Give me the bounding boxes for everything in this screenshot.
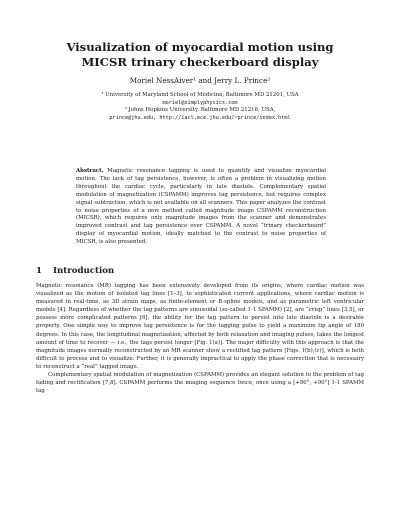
author-list: Moriel NessAiver¹ and Jerry L. Prince² xyxy=(129,76,271,85)
section-heading xyxy=(36,266,114,276)
abstract-text: Magnetic resonance tagging is used to quantify and visualize myocardial motion. The lack of tag persistence, however, is often a problem in visualizing motion throughout the cardiac cycle, particularly in late diastole. Complementary spatial modulation of magnetization (CSPAMM) improves tag persistence, but requires complex signal subtraction, which is not available on all scanners. This paper analyzes the contrast to noise properties of a new method called magnitude image CSPAMM reconstruction (MICSR), which requires only magnitude images from the scanner and demonstrates improved contrast and tag persistence over CSPAMM. A novel “trinary checkerboard” display of myocardial motion, ideally matched to the contrast to noise properties of MICSR, is also presented. xyxy=(76,168,326,246)
title-line-2: MICSR trinary checkerboard display xyxy=(81,55,319,69)
email-2: prince@jhu.edu, http://iacl.ece.jhu.edu/~prince/index.html xyxy=(109,114,291,121)
section-title: Introduction xyxy=(52,266,115,276)
section-number: 1 xyxy=(36,266,42,276)
paragraph-1: Magnetic resonance (MR) tagging has been extensively developed from its origins, where cardiac motion was visualized as the motion of isolated tag lines [1–3], to sophisticated current applications, where cardiac motion is measured in real-time, as 3D strain maps, as finite-element or B-spline models, and as parametric left ventricular models [4]. Regardless of whether the tag patterns are sinusoidal (so-called 1-1 SPAMM) [2], are “crisp” lines [3,5], or possess more complicated patterns [6], the ability for the tag pattern to persist into late diastole is a desirable property. One simple way to improve tag persistence is for the tagging pulse to yield a maximum tip angle of 180 degrees. In this case, the longitudinal magnetization, affected by both relaxation and imaging pulses, takes the longest amount of time to recover — i.e., the tags persist longer [Fig. 1(a)]. The major difficulty with this approach is that the magnitude images normally reconstructed by an MR scanner show a rectified tag pattern [Figs. 1(b),(c)], which is both difficult to process and to visualize. Further, it is generally impractical to apply the phase correction that is necessary to reconstruct a “real” tagged image. xyxy=(36,283,364,370)
email-1: moriel@simplyphysics.com xyxy=(162,99,238,106)
affiliations xyxy=(40,92,360,122)
abstract xyxy=(76,168,326,247)
affiliation-2: ² Johns Hopkins University, Baltimore MD 21218, USA, xyxy=(124,107,276,114)
affiliation-1: ¹ University of Maryland School of Medicine, Baltimore MD 21201, USA xyxy=(101,92,299,98)
title-line-1: Visualization of myocardial motion using xyxy=(66,40,334,54)
abstract-label: Abstract. xyxy=(76,168,104,174)
paper-title xyxy=(60,40,340,70)
body-text xyxy=(36,282,364,395)
paragraph-2: Complementary spatial modulation of magnetization (CSPAMM) provides an elegant solution to the problem of tag fading and rectification [7,8]. CSPAMM performs the imaging sequence twice, once using a [+90°, +90°] 1-1 SPAMM tag xyxy=(36,372,364,395)
